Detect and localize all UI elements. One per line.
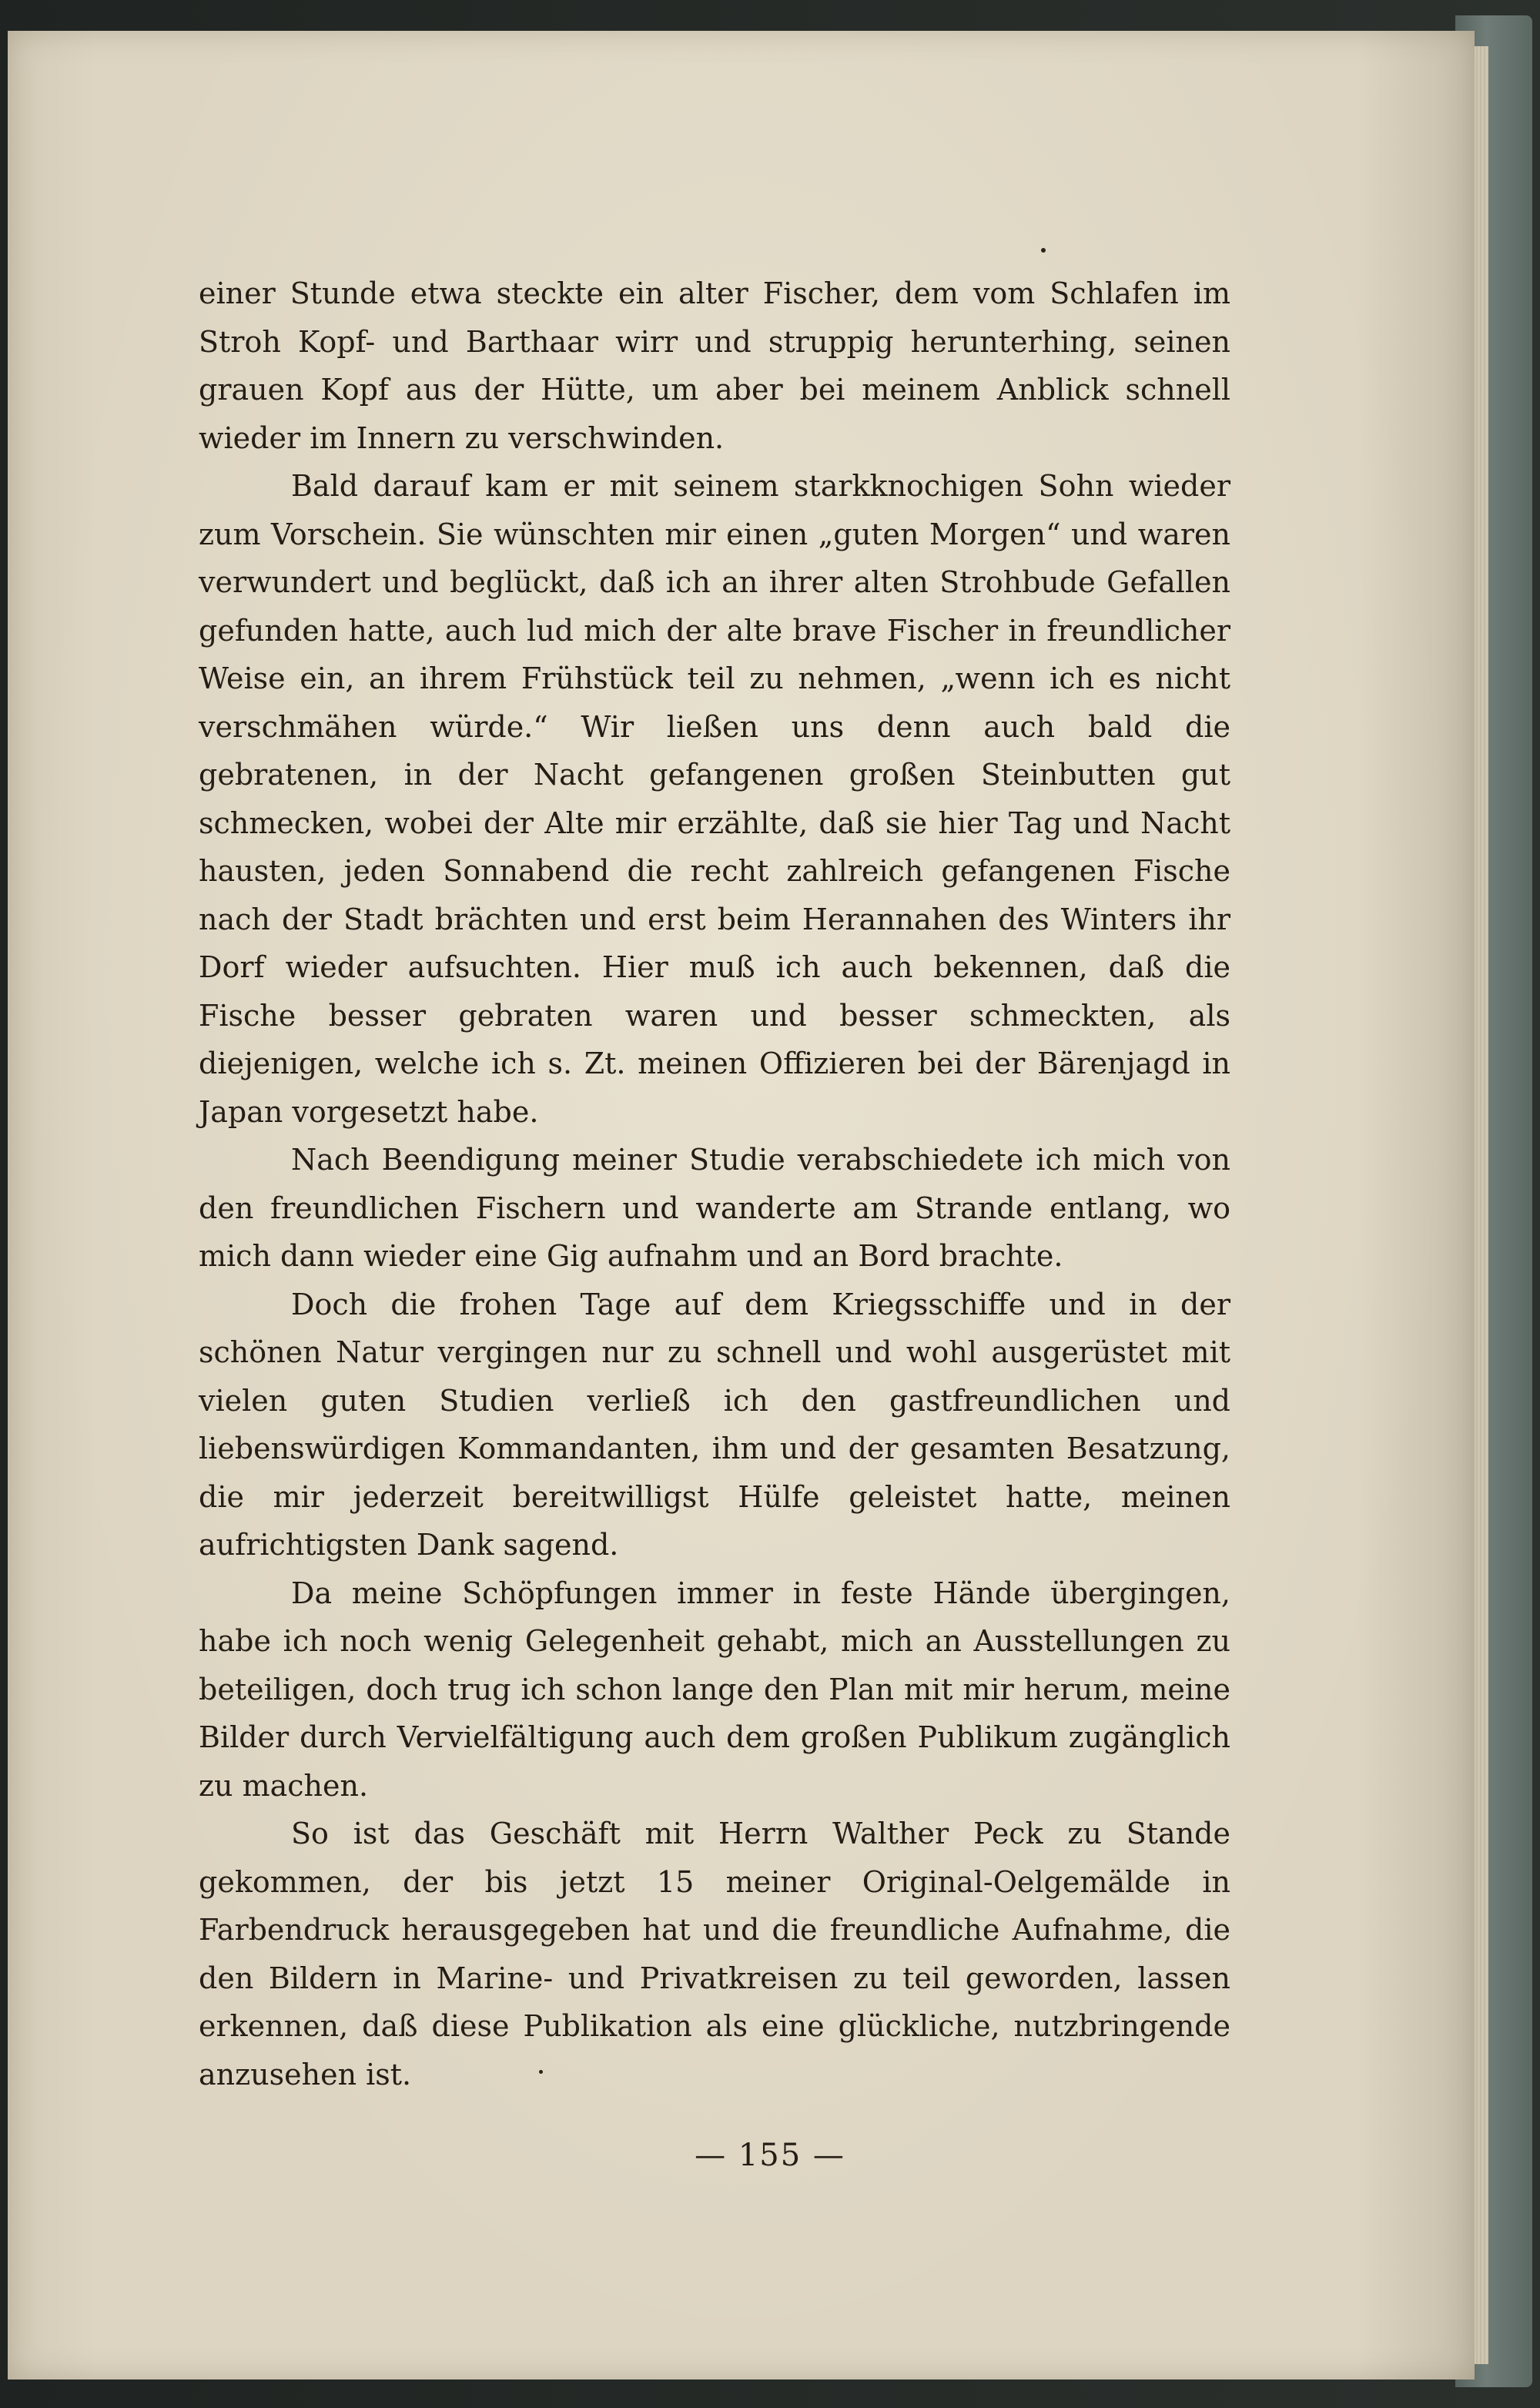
paragraph-6: So ist das Geschäft mit Herrn Walther Peck zu Stande gekommen, der bis jetzt 15 meiner Original-Oelgemälde in Farbendruck herausgegeben hat und die freundliche Aufnahme, die den Bildern in Marine- und Privatkreisen zu teil geworden, lassen erkennen, daß diese Publikation als eine glückliche, nutzbringende anzusehen ist.	[199, 1817, 1230, 2092]
paragraph-1: einer Stunde etwa steckte ein alter Fischer, dem vom Schlafen im Stroh Kopf- und Barthaar wirr und struppig herunterhing, seinen grauen Kopf aus der Hütte, um aber bei meinem Anblick schnell wieder im Innern zu verschwinden.	[199, 276, 1230, 455]
ink-speck	[1041, 248, 1046, 253]
paragraph-5: Da meine Schöpfungen immer in feste Hände übergingen, habe ich noch wenig Gelegenheit gehabt, mich an Ausstellungen zu beteiligen, doch trug ich schon lange den Plan mit mir herum, meine Bilder durch Vervielfältigung auch dem großen Publikum zugänglich zu machen.	[199, 1576, 1230, 1803]
page-number: — 155 —	[695, 2138, 845, 2173]
page-stack-edges	[1475, 46, 1488, 2364]
ink-speck	[539, 2070, 543, 2074]
page-body-text	[199, 270, 1230, 2098]
paragraph-4: Doch die frohen Tage auf dem Kriegsschiffe und in der schönen Natur vergingen nur zu schnell und wohl ausgerüstet mit vielen guten Studien verließ ich den gastfreundlichen und liebenswürdigen Kommandanten, ihm und der gesamten Besatzung, die mir jederzeit bereitwilligst Hülfe geleistet hatte, meinen aufrichtigsten Dank sagend.	[199, 1287, 1230, 1562]
paragraph-2: Bald darauf kam er mit seinem starkknochigen Sohn wieder zum Vorschein. Sie wünschten mir einen „guten Morgen“ und waren verwundert und beglückt, daß ich an ihrer alten Strohbude Gefallen gefunden hatte, auch lud mich der alte brave Fischer in freundlicher Weise ein, an ihrem Frühstück teil zu nehmen, „wenn ich es nicht verschmähen würde.“ Wir ließen uns denn auch bald die gebratenen, in der Nacht gefangenen großen Steinbutten gut schmecken, wobei der Alte mir erzählte, daß sie hier Tag und Nacht hausten, jeden Sonnabend die recht zahlreich gefangenen Fische nach der Stadt brächten und erst beim Herannahen des Winters ihr Dorf wieder aufsuchten. Hier muß ich auch bekennen, daß die Fische besser gebraten waren und besser schmeckten, als diejenigen, welche ich s. Zt. meinen Offizieren bei der Bärenjagd in Japan vorgesetzt habe.	[199, 469, 1230, 1129]
paragraph-3: Nach Beendigung meiner Studie verabschiedete ich mich von den freundlichen Fischern und wanderte am Strande entlang, wo mich dann wieder eine Gig aufnahm und an Bord brachte.	[199, 1143, 1230, 1273]
